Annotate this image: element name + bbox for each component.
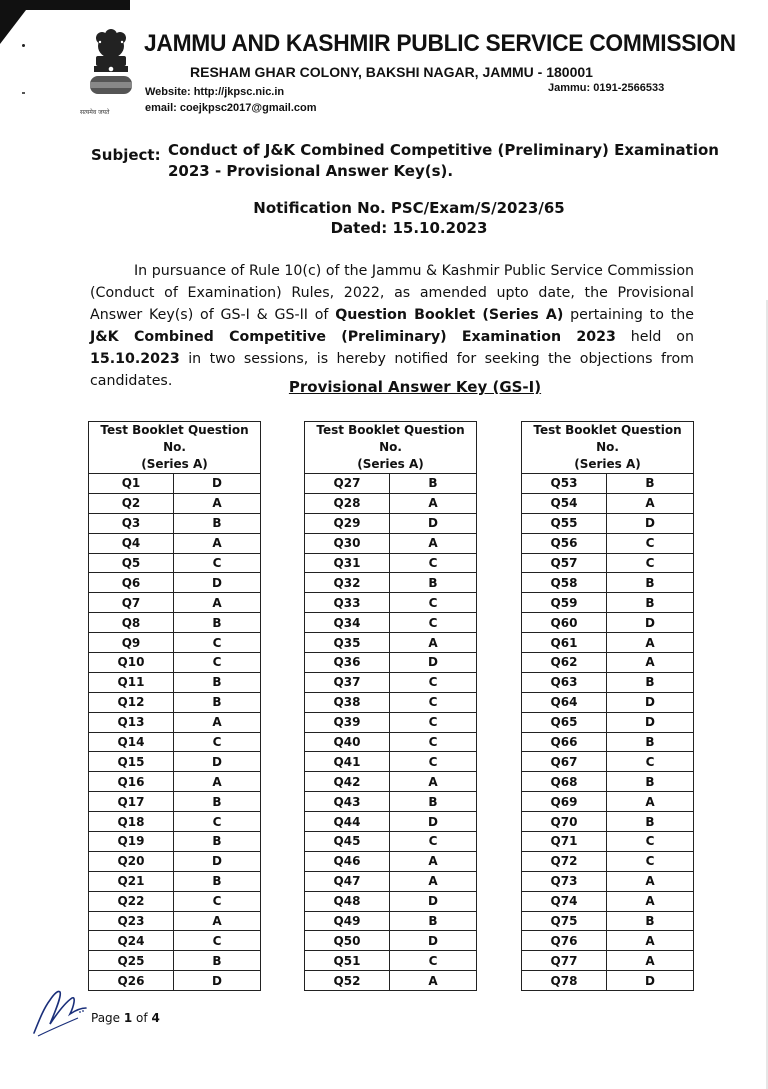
organization-phone: Jammu: 0191-2566533	[548, 82, 665, 94]
table-row	[89, 633, 261, 653]
question-number-cell: Q76	[522, 931, 607, 951]
table-row	[522, 792, 694, 812]
question-number-cell: Q48	[305, 891, 390, 911]
answer-cell: B	[607, 474, 694, 494]
question-number-cell: Q40	[305, 732, 390, 752]
table-header-cell	[305, 422, 477, 474]
question-number-cell: Q21	[89, 871, 174, 891]
question-number-cell: Q47	[305, 871, 390, 891]
answer-cell: B	[174, 513, 261, 533]
table-row	[89, 573, 261, 593]
question-number-cell: Q29	[305, 513, 390, 533]
question-number-cell: Q19	[89, 832, 174, 852]
answer-cell: A	[174, 533, 261, 553]
table-row	[89, 493, 261, 513]
table-row	[305, 633, 477, 653]
table-row	[522, 712, 694, 732]
question-number-cell: Q27	[305, 474, 390, 494]
question-number-cell: Q51	[305, 951, 390, 971]
table-row	[305, 951, 477, 971]
answer-cell: B	[607, 573, 694, 593]
table-row	[305, 613, 477, 633]
question-number-cell: Q22	[89, 891, 174, 911]
question-number-cell: Q17	[89, 792, 174, 812]
table-row	[522, 633, 694, 653]
table-row	[89, 732, 261, 752]
answer-cell: D	[390, 653, 477, 673]
question-number-cell: Q24	[89, 931, 174, 951]
answer-key-table	[88, 421, 261, 991]
answer-cell: C	[390, 613, 477, 633]
answer-cell: D	[390, 513, 477, 533]
answer-cell: D	[607, 692, 694, 712]
answer-cell: B	[390, 911, 477, 931]
table-header-row	[89, 422, 261, 474]
question-number-cell: Q8	[89, 613, 174, 633]
question-number-cell: Q2	[89, 493, 174, 513]
table-row	[89, 653, 261, 673]
answer-cell: C	[390, 752, 477, 772]
notification-number: Notification No. PSC/Exam/S/2023/65	[253, 199, 565, 217]
question-number-cell: Q38	[305, 692, 390, 712]
table-row	[89, 951, 261, 971]
answer-cell: C	[607, 752, 694, 772]
answer-cell: B	[607, 672, 694, 692]
question-number-cell: Q7	[89, 593, 174, 613]
answer-cell: A	[390, 633, 477, 653]
answer-cell: B	[174, 672, 261, 692]
table-row	[305, 752, 477, 772]
table-row	[89, 613, 261, 633]
answer-cell: B	[607, 732, 694, 752]
table-row	[305, 792, 477, 812]
answer-cell: B	[607, 593, 694, 613]
answer-cell: D	[607, 613, 694, 633]
answer-cell: A	[174, 911, 261, 931]
table-row	[305, 851, 477, 871]
organization-address: RESHAM GHAR COLONY, BAKSHI NAGAR, JAMMU - 180001	[190, 64, 593, 80]
table-row	[89, 911, 261, 931]
table-header-cell	[89, 422, 261, 474]
table-row	[89, 871, 261, 891]
question-number-cell: Q3	[89, 513, 174, 533]
answer-cell: C	[174, 732, 261, 752]
question-number-cell: Q78	[522, 971, 607, 991]
table-row	[89, 812, 261, 832]
table-header-row	[305, 422, 477, 474]
question-number-cell: Q69	[522, 792, 607, 812]
question-number-cell: Q10	[89, 653, 174, 673]
question-number-cell: Q37	[305, 672, 390, 692]
table-row	[89, 971, 261, 991]
notification-body	[90, 260, 694, 392]
answer-cell: D	[174, 573, 261, 593]
answer-cell: B	[174, 692, 261, 712]
question-number-cell: Q18	[89, 812, 174, 832]
question-number-cell: Q55	[522, 513, 607, 533]
table-row	[305, 672, 477, 692]
answer-cell: A	[390, 851, 477, 871]
answer-cell: D	[174, 851, 261, 871]
question-number-cell: Q66	[522, 732, 607, 752]
page-number-current: 1	[123, 1011, 133, 1025]
table-row	[522, 653, 694, 673]
organization-website[interactable]: Website: http://jkpsc.nic.in	[145, 86, 285, 98]
question-number-cell: Q53	[522, 474, 607, 494]
question-number-cell: Q58	[522, 573, 607, 593]
question-number-cell: Q34	[305, 613, 390, 633]
answer-cell: B	[174, 871, 261, 891]
table-row	[305, 931, 477, 951]
table-row	[305, 871, 477, 891]
table-row	[89, 891, 261, 911]
answer-cell: B	[607, 911, 694, 931]
table-row	[305, 812, 477, 832]
question-number-cell: Q63	[522, 672, 607, 692]
subject-line-1: Conduct of J&K Combined Competitive (Preliminary) Examination	[168, 141, 719, 159]
answer-cell: D	[607, 712, 694, 732]
scan-speck	[22, 92, 25, 94]
table-row	[89, 672, 261, 692]
question-number-cell: Q9	[89, 633, 174, 653]
answer-cell: A	[174, 772, 261, 792]
question-number-cell: Q41	[305, 752, 390, 772]
scan-corner-mark	[0, 0, 130, 10]
table-row	[305, 533, 477, 553]
answer-cell: A	[607, 951, 694, 971]
answer-cell: A	[390, 971, 477, 991]
scan-speck	[22, 44, 25, 47]
answer-cell: C	[174, 891, 261, 911]
answer-cell: A	[607, 871, 694, 891]
answer-cell: C	[390, 553, 477, 573]
table-row	[522, 573, 694, 593]
table-row	[522, 971, 694, 991]
question-number-cell: Q11	[89, 672, 174, 692]
table-row	[522, 672, 694, 692]
answer-key-table	[304, 421, 477, 991]
notification-block	[0, 198, 768, 238]
table-row	[89, 474, 261, 494]
organization-name: JAMMU AND KASHMIR PUBLIC SERVICE COMMISSION	[144, 30, 736, 57]
table-row	[522, 593, 694, 613]
question-number-cell: Q49	[305, 911, 390, 931]
table-row	[305, 653, 477, 673]
body-bold-text: J&K Combined Competitive (Preliminary) Examination 2023	[90, 329, 616, 345]
answer-cell: D	[607, 513, 694, 533]
table-row	[522, 474, 694, 494]
answer-cell: A	[174, 493, 261, 513]
answer-cell: B	[174, 613, 261, 633]
question-number-cell: Q16	[89, 772, 174, 792]
answer-cell: D	[174, 474, 261, 494]
table-header-row	[522, 422, 694, 474]
table-row	[522, 851, 694, 871]
question-number-cell: Q44	[305, 812, 390, 832]
answer-cell: C	[607, 832, 694, 852]
table-row	[89, 931, 261, 951]
question-number-cell: Q43	[305, 792, 390, 812]
table-row	[522, 613, 694, 633]
scan-corner-mark-tail	[0, 10, 26, 44]
question-number-cell: Q65	[522, 712, 607, 732]
table-row	[522, 493, 694, 513]
answer-cell: C	[390, 732, 477, 752]
table-row	[305, 891, 477, 911]
page-number-total: 4	[151, 1011, 160, 1025]
question-number-cell: Q28	[305, 493, 390, 513]
answer-cell: D	[174, 752, 261, 772]
handwritten-signature-icon	[30, 978, 90, 1038]
table-row	[89, 772, 261, 792]
table-header-series: (Series A)	[141, 457, 208, 471]
body-text: pertaining to the	[563, 307, 694, 323]
national-emblem-icon	[86, 26, 136, 116]
table-row	[305, 732, 477, 752]
answer-cell: C	[390, 712, 477, 732]
table-header-cell	[522, 422, 694, 474]
answer-cell: A	[607, 633, 694, 653]
answer-cell: A	[390, 533, 477, 553]
answer-cell: B	[174, 832, 261, 852]
answer-cell: B	[607, 812, 694, 832]
page-number	[91, 1011, 160, 1025]
question-number-cell: Q54	[522, 493, 607, 513]
table-row	[89, 513, 261, 533]
question-number-cell: Q50	[305, 931, 390, 951]
question-number-cell: Q23	[89, 911, 174, 931]
table-row	[522, 692, 694, 712]
subject-line-2: 2023 - Provisional Answer Key(s).	[168, 162, 454, 180]
body-text: held on	[615, 329, 694, 345]
answer-cell: C	[607, 533, 694, 553]
answer-cell: A	[390, 871, 477, 891]
answer-cell: B	[390, 573, 477, 593]
table-row	[89, 851, 261, 871]
table-row	[522, 832, 694, 852]
table-row	[89, 752, 261, 772]
table-row	[305, 493, 477, 513]
question-number-cell: Q14	[89, 732, 174, 752]
question-number-cell: Q70	[522, 812, 607, 832]
table-row	[305, 712, 477, 732]
table-row	[89, 533, 261, 553]
page-number-of: of	[132, 1011, 152, 1025]
table-row	[305, 971, 477, 991]
table-row	[305, 692, 477, 712]
answer-cell: C	[174, 653, 261, 673]
answer-key-table	[521, 421, 694, 991]
table-row	[522, 772, 694, 792]
table-row	[305, 772, 477, 792]
answer-cell: A	[390, 772, 477, 792]
question-number-cell: Q64	[522, 692, 607, 712]
table-header-line: Test Booklet Question No.	[316, 423, 465, 454]
table-row	[522, 752, 694, 772]
answer-cell: A	[607, 493, 694, 513]
question-number-cell: Q57	[522, 553, 607, 573]
question-number-cell: Q36	[305, 653, 390, 673]
table-row	[522, 911, 694, 931]
section-title: Provisional Answer Key (GS-I)	[288, 378, 542, 396]
table-row	[522, 553, 694, 573]
table-row	[305, 832, 477, 852]
answer-cell: B	[174, 951, 261, 971]
question-number-cell: Q77	[522, 951, 607, 971]
answer-cell: A	[174, 712, 261, 732]
answer-cell: A	[607, 931, 694, 951]
table-row	[305, 474, 477, 494]
answer-cell: C	[390, 672, 477, 692]
table-row	[305, 573, 477, 593]
question-number-cell: Q75	[522, 911, 607, 931]
question-number-cell: Q60	[522, 613, 607, 633]
table-row	[522, 891, 694, 911]
body-text: In pursuance of Rule 10(c) of the Jammu & Kashmir Public Service Commission (Conduct of Examination) Rules, 2022, as amended upto date, the Provisional Answer Key(s) of GS-I & GS-II of	[90, 263, 694, 323]
answer-cell: D	[607, 971, 694, 991]
subject-text	[168, 140, 728, 182]
table-row	[305, 593, 477, 613]
answer-cell: C	[607, 553, 694, 573]
question-number-cell: Q73	[522, 871, 607, 891]
question-number-cell: Q74	[522, 891, 607, 911]
table-row	[89, 593, 261, 613]
question-number-cell: Q13	[89, 712, 174, 732]
table-row	[522, 533, 694, 553]
question-number-cell: Q4	[89, 533, 174, 553]
question-number-cell: Q35	[305, 633, 390, 653]
question-number-cell: Q42	[305, 772, 390, 792]
question-number-cell: Q32	[305, 573, 390, 593]
answer-cell: C	[174, 633, 261, 653]
organization-email[interactable]: email: coejkpsc2017@gmail.com	[145, 102, 317, 114]
question-number-cell: Q5	[89, 553, 174, 573]
answer-cell: C	[390, 593, 477, 613]
table-row	[305, 553, 477, 573]
answer-cell: B	[607, 772, 694, 792]
answer-cell: C	[607, 851, 694, 871]
page-number-prefix: Page	[91, 1011, 124, 1025]
question-number-cell: Q25	[89, 951, 174, 971]
answer-cell: B	[390, 474, 477, 494]
answer-cell: C	[390, 951, 477, 971]
table-header-line: Test Booklet Question No.	[533, 423, 682, 454]
table-row	[522, 951, 694, 971]
table-row	[89, 553, 261, 573]
question-number-cell: Q62	[522, 653, 607, 673]
answer-cell: D	[390, 812, 477, 832]
answer-cell: B	[390, 792, 477, 812]
answer-cell: C	[390, 692, 477, 712]
answer-cell: C	[174, 812, 261, 832]
question-number-cell: Q20	[89, 851, 174, 871]
table-header-line: Test Booklet Question No.	[100, 423, 249, 454]
table-row	[305, 911, 477, 931]
question-number-cell: Q67	[522, 752, 607, 772]
question-number-cell: Q6	[89, 573, 174, 593]
answer-cell: A	[607, 792, 694, 812]
question-number-cell: Q59	[522, 593, 607, 613]
table-row	[522, 931, 694, 951]
question-number-cell: Q68	[522, 772, 607, 792]
question-number-cell: Q26	[89, 971, 174, 991]
table-row	[305, 513, 477, 533]
question-number-cell: Q30	[305, 533, 390, 553]
answer-cell: C	[390, 832, 477, 852]
question-number-cell: Q12	[89, 692, 174, 712]
table-row	[522, 513, 694, 533]
answer-cell: D	[390, 891, 477, 911]
body-bold-text: Question Booklet (Series A)	[335, 307, 564, 323]
question-number-cell: Q15	[89, 752, 174, 772]
table-row	[89, 712, 261, 732]
question-number-cell: Q56	[522, 533, 607, 553]
answer-cell: A	[607, 891, 694, 911]
question-number-cell: Q33	[305, 593, 390, 613]
notification-date: Dated: 15.10.2023	[330, 219, 488, 237]
answer-cell: A	[174, 593, 261, 613]
subject-label: Subject:	[91, 146, 161, 164]
table-row	[522, 871, 694, 891]
table-row	[89, 792, 261, 812]
answer-cell: A	[607, 653, 694, 673]
question-number-cell: Q45	[305, 832, 390, 852]
question-number-cell: Q39	[305, 712, 390, 732]
body-bold-text: 15.10.2023	[90, 351, 180, 367]
answer-cell: C	[174, 931, 261, 951]
question-number-cell: Q72	[522, 851, 607, 871]
answer-cell: A	[390, 493, 477, 513]
answer-cell: D	[174, 971, 261, 991]
body-text: in two sessions, is hereby notified for seeking the objections from candidates.	[90, 351, 694, 389]
answer-cell: C	[174, 553, 261, 573]
table-row	[89, 692, 261, 712]
question-number-cell: Q46	[305, 851, 390, 871]
table-header-series: (Series A)	[357, 457, 424, 471]
table-row	[522, 732, 694, 752]
question-number-cell: Q31	[305, 553, 390, 573]
question-number-cell: Q71	[522, 832, 607, 852]
question-number-cell: Q1	[89, 474, 174, 494]
question-number-cell: Q52	[305, 971, 390, 991]
table-row	[89, 832, 261, 852]
table-row	[522, 812, 694, 832]
emblem-motto: सत्यमेव जयते	[80, 109, 110, 116]
question-number-cell: Q61	[522, 633, 607, 653]
answer-cell: D	[390, 931, 477, 951]
answer-cell: B	[174, 792, 261, 812]
table-header-series: (Series A)	[574, 457, 641, 471]
